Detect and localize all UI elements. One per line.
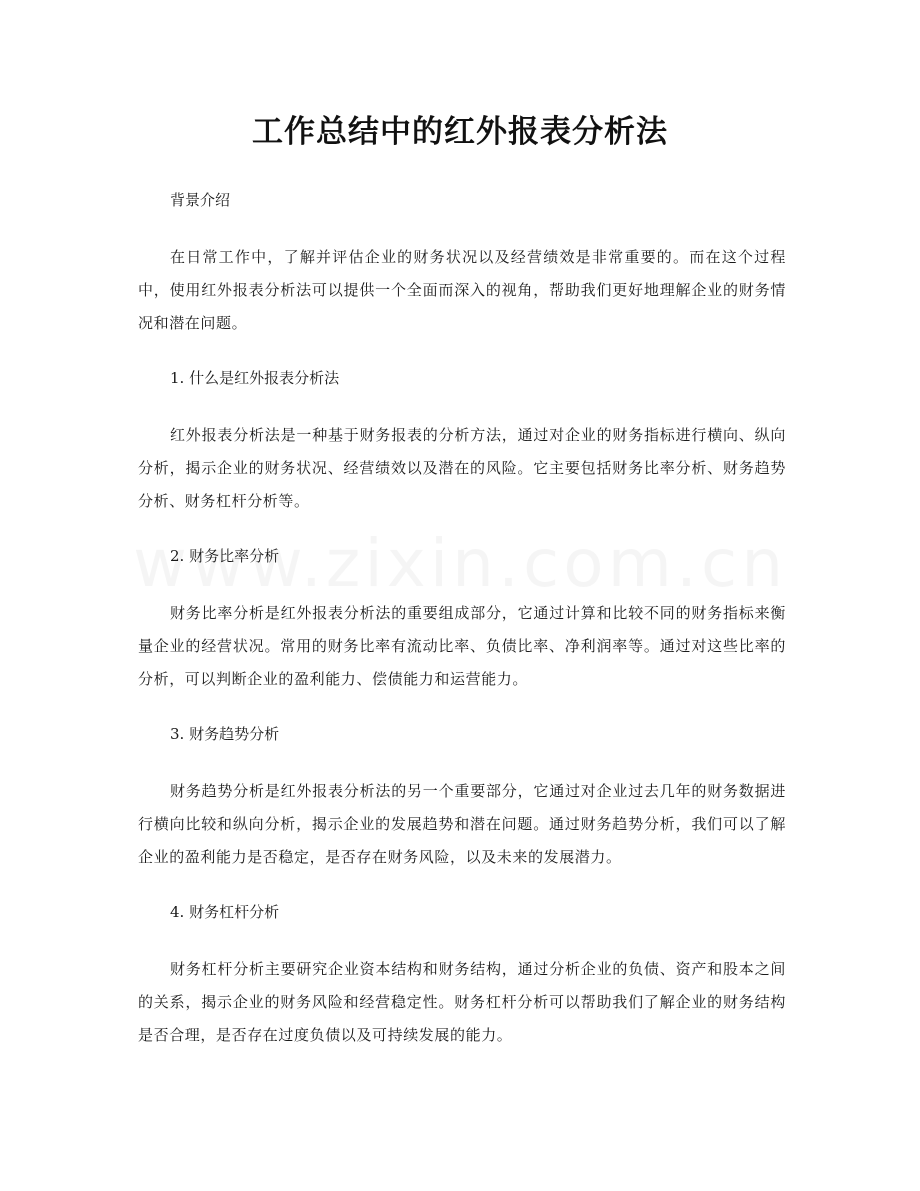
- section-heading-4: 4. 财务杠杆分析: [170, 903, 280, 921]
- section-heading-3: 3. 财务趋势分析: [170, 725, 280, 743]
- section-paragraph-2: 财务比率分析是红外报表分析法的重要组成部分，它通过计算和比较不同的财务指标来衡量企业的经营状况。常用的财务比率有流动比率、负债比率、净利润率等。通过对这些比率的分析，可以判断企业的盈利能力、偿债能力和运营能力。: [138, 604, 786, 688]
- section-paragraph-4: 财务杠杆分析主要研究企业资本结构和财务结构，通过分析企业的负债、资产和股本之间的关系，揭示企业的财务风险和经营稳定性。财务杠杆分析可以帮助我们了解企业的财务结构是否合理，是否存在过度负债以及可持续发展的能力。: [138, 960, 786, 1044]
- section-heading-2: 2. 财务比率分析: [170, 547, 280, 565]
- section-paragraph-1: 红外报表分析法是一种基于财务报表的分析方法，通过对企业的财务指标进行横向、纵向分析，揭示企业的财务状况、经营绩效以及潜在的风险。它主要包括财务比率分析、财务趋势分析、财务杠杆分析等。: [138, 426, 786, 510]
- document-body: [138, 184, 786, 1052]
- section-heading-background: 背景介绍: [170, 191, 231, 209]
- section-paragraph-background: 在日常工作中，了解并评估企业的财务状况以及经营绩效是非常重要的。而在这个过程中，使用红外报表分析法可以提供一个全面而深入的视角，帮助我们更好地理解企业的财务情况和潜在问题。: [138, 248, 786, 332]
- section-heading-1: 1. 什么是红外报表分析法: [170, 369, 340, 387]
- document-title: 工作总结中的红外报表分析法: [252, 114, 668, 150]
- section-paragraph-3: 财务趋势分析是红外报表分析法的另一个重要部分，它通过对企业过去几年的财务数据进行横向比较和纵向分析，揭示企业的发展趋势和潜在问题。通过财务趋势分析，我们可以了解企业的盈利能力是否稳定，是否存在财务风险，以及未来的发展潜力。: [138, 782, 786, 866]
